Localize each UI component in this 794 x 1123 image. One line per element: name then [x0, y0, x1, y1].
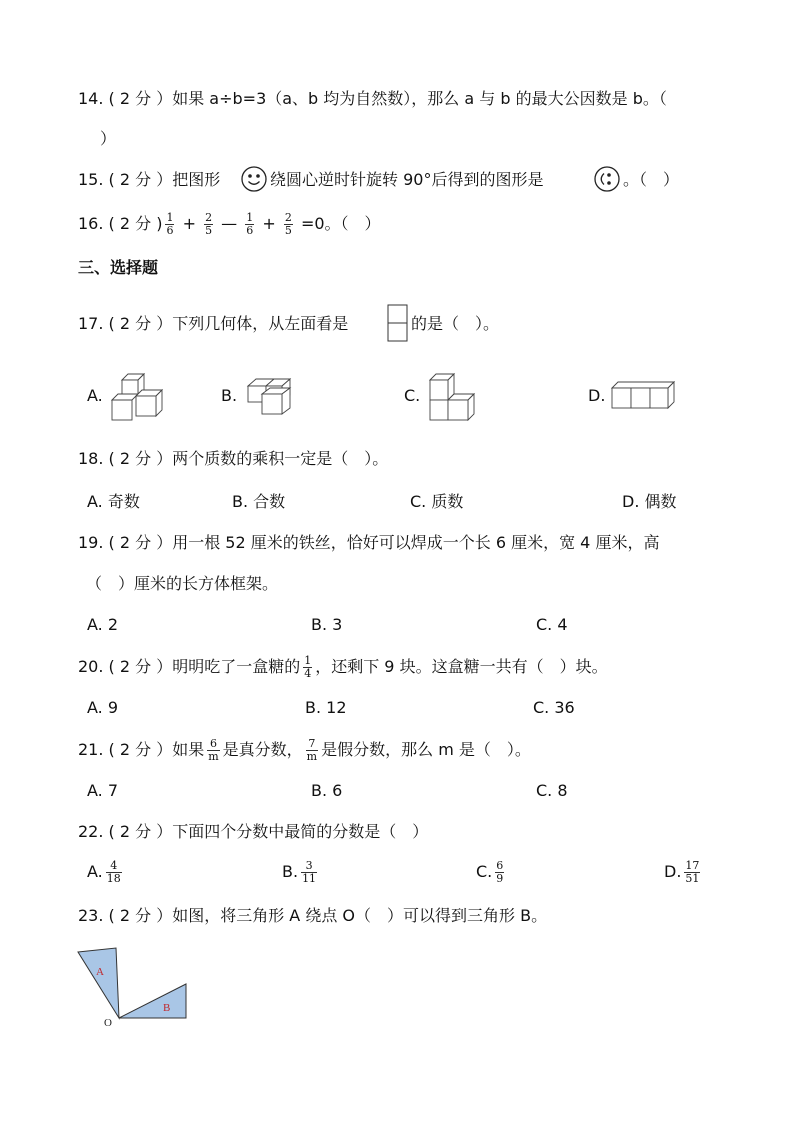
- cube-stack-a-icon: [110, 370, 166, 422]
- q21-option-b: B. 6: [311, 781, 343, 800]
- q21-fraction-1: $\frac{6}{m}$: [208, 737, 219, 763]
- triangle-b: [119, 984, 186, 1018]
- q20-row: [78, 655, 608, 680]
- q20-part1: 20. ( 2 分 ）明明吃了一盒糖的: [78, 657, 301, 676]
- cube-stack-b-icon: [244, 376, 300, 416]
- q20-part2: ，还剩下 9 块。这盒糖一共有（ ）块。: [315, 657, 608, 676]
- plus-sign: +: [262, 214, 276, 233]
- q15-part3: 。（ ）: [623, 170, 680, 189]
- triangle-b-label: B: [163, 1002, 171, 1014]
- triangle-a: [78, 948, 119, 1018]
- q17-part2: 的是（ ）。: [411, 314, 500, 333]
- q19-option-c: C. 4: [536, 615, 568, 634]
- q19-option-b: B. 3: [311, 615, 343, 634]
- q18-stem: 18. ( 2 分 ）两个质数的乘积一定是（ ）。: [78, 449, 389, 468]
- q14-line1: 14. ( 2 分 ）如果 a÷b=3（a、b 均为自然数），那么 a 与 b 的最大公因数是 b。（: [78, 89, 667, 108]
- minus-sign: —: [221, 214, 238, 233]
- cube-stack-c-icon: [426, 372, 478, 422]
- q17-part1: 17. ( 2 分 ）下列几何体，从左面看是: [78, 314, 349, 333]
- q14-line2: ）: [100, 129, 117, 148]
- q15-part1: 15. ( 2 分 ）把图形: [78, 170, 221, 189]
- q18-option-a: A. 奇数: [87, 492, 140, 511]
- triangle-a-label: A: [96, 966, 104, 978]
- q22-option-a: A. $\frac{4}{18}$: [87, 859, 121, 885]
- rotated-face-icon: [593, 165, 621, 193]
- q23-stem: 23. ( 2 分 ）如图，将三角形 A 绕点 O（ ）可以得到三角形 B。: [78, 906, 548, 925]
- q16-prefix: 16. ( 2 分 ): [78, 214, 163, 233]
- cube-row-d-icon: [610, 380, 678, 410]
- point-o-label: O: [104, 1017, 112, 1029]
- q20-option-a: A. 9: [87, 698, 119, 717]
- q16-fraction-3: $\frac{1}{6}$: [246, 211, 254, 237]
- q19-line2: （ ）厘米的长方体框架。: [86, 574, 279, 593]
- q20-fraction: $\frac{1}{4}$: [304, 654, 312, 680]
- left-view-icon: [387, 304, 409, 342]
- q17-option-a-label: A.: [87, 386, 103, 405]
- section-heading: 三、选择题: [78, 258, 159, 277]
- q18-option-b: B. 合数: [232, 492, 286, 511]
- q20-option-b: B. 12: [305, 698, 347, 717]
- q19-line1: 19. ( 2 分 ）用一根 52 厘米的铁丝，恰好可以焊成一个长 6 厘米，宽 4 厘米，高: [78, 533, 660, 552]
- q21-part3: 是假分数，那么 m 是（ ）。: [321, 740, 531, 759]
- q21-part2: 是真分数，: [222, 740, 303, 759]
- q16-fraction-1: $\frac{1}{6}$: [166, 211, 174, 237]
- q21-option-c: C. 8: [536, 781, 568, 800]
- q16-suffix: =0。（ ）: [300, 214, 381, 233]
- q16-fraction-4: $\frac{2}{5}$: [284, 211, 292, 237]
- rotation-triangles-figure: [74, 948, 194, 1030]
- q22-option-d: D. $\frac{17}{51}$: [664, 859, 700, 885]
- q18-option-c: C. 质数: [410, 492, 464, 511]
- q18-option-d: D. 偶数: [622, 492, 677, 511]
- q16-row: [78, 212, 381, 237]
- q21-row: [78, 738, 531, 763]
- q22-option-b: B. $\frac{3}{11}$: [282, 859, 317, 885]
- q21-option-a: A. 7: [87, 781, 119, 800]
- q17-option-d-label: D.: [588, 386, 606, 405]
- q21-fraction-2: $\frac{7}{m}$: [306, 737, 318, 763]
- q17-option-c-label: C.: [404, 386, 421, 405]
- q22-option-c: C. $\frac{6}{9}$: [476, 859, 504, 885]
- smiley-face-icon: [240, 165, 268, 193]
- q16-fraction-2: $\frac{2}{5}$: [205, 211, 213, 237]
- q22-stem: 22. ( 2 分 ）下面四个分数中最简的分数是（ ）: [78, 822, 429, 841]
- q15-part2: 绕圆心逆时针旋转 90°后得到的图形是: [270, 170, 544, 189]
- q17-option-b-label: B.: [221, 386, 238, 405]
- q19-option-a: A. 2: [87, 615, 119, 634]
- plus-sign: +: [182, 214, 196, 233]
- q20-option-c: C. 36: [533, 698, 575, 717]
- q21-part1: 21. ( 2 分 ）如果: [78, 740, 205, 759]
